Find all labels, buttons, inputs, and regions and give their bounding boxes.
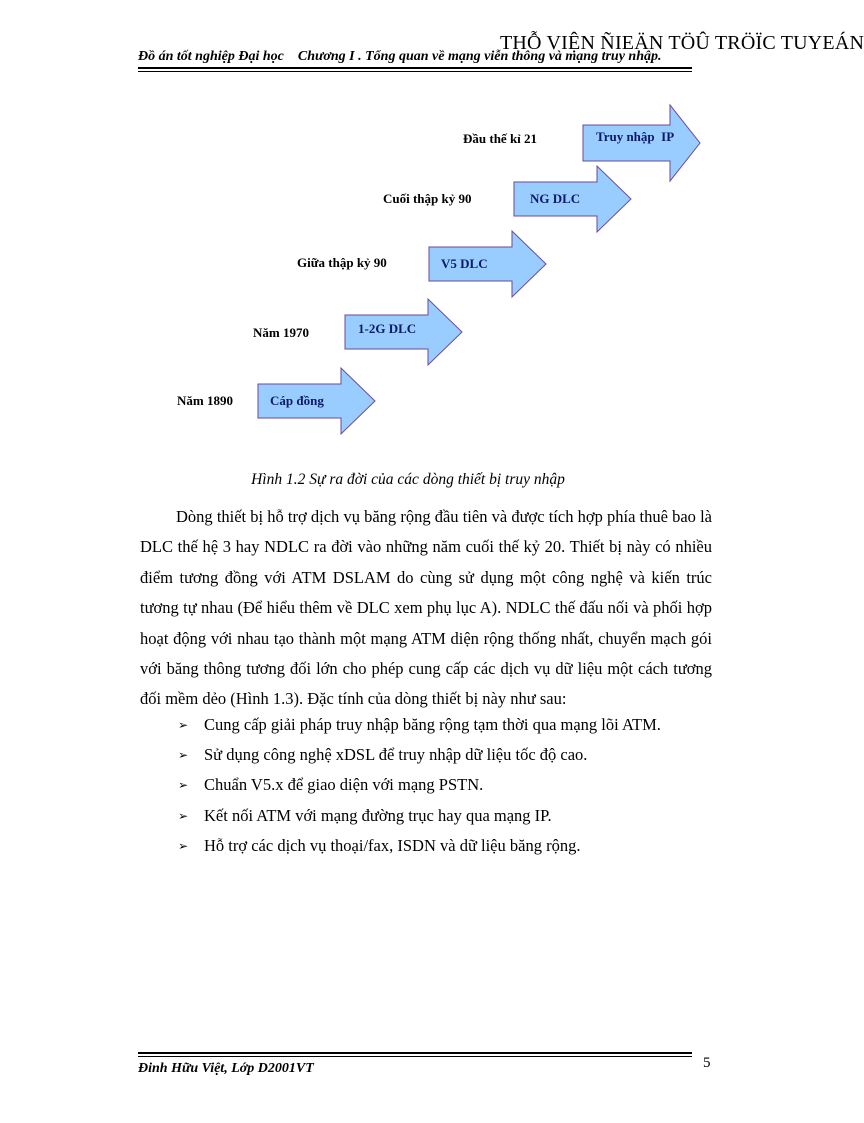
- thesis-title: Đồ án tốt nghiệp Đại học: [138, 49, 284, 64]
- list-item: [178, 710, 661, 740]
- arrow-label-ip-access: Truy nhập IP: [596, 129, 675, 144]
- header-rule-thin: [138, 71, 692, 72]
- arrow-label-ng-dlc: NG DLC: [530, 191, 581, 206]
- footer-author: Đinh Hữu Việt, Lớp D2001VT: [138, 1061, 314, 1076]
- era-label-1890: Năm 1890: [177, 393, 233, 408]
- feature-list: [178, 710, 661, 861]
- era-label-mid-90s: Giữa thập kỷ 90: [297, 255, 387, 270]
- arrow-bullet-icon: ➢: [178, 808, 189, 823]
- figure-caption: Hình 1.2 Sự ra đời của các dòng thiết bị truy nhập: [251, 471, 565, 488]
- footer-rule: [138, 1052, 692, 1054]
- list-item-text: Kết nối ATM với mạng đường trục hay qua mạng IP.: [204, 805, 552, 825]
- list-item-text: Cung cấp giải pháp truy nhập băng rộng tạm thời qua mạng lõi ATM.: [204, 715, 661, 734]
- arrow-bullet-icon: ➢: [178, 718, 189, 732]
- list-item: [178, 801, 661, 831]
- era-label-late-90s: Cuối thập kỷ 90: [383, 191, 472, 206]
- body-paragraph: Dòng thiết bị hỗ trợ dịch vụ băng rộng đầu tiên và được tích hợp phía thuê bao là DLC thế hệ 3 hay NDLC ra đời vào những năm cuối thế kỷ 20. Thiết bị này có nhiều điểm tương đồng với ATM DSLAM do cùng sử dụng một công nghệ và kiến trúc tương tự nhau (Để hiểu thêm về DLC xem phụ lục A). NDLC thế đấu nối và phối hợp hoạt động với nhau tạo thành một mạng ATM diện rộng thống nhất, chuyển mạch gói với băng thông tương đối lớn cho phép cung cấp các dịch vụ dữ liệu một cách tương đối mềm dẻo (Hình 1.3). Đặc tính của dòng thiết bị này như sau:: [140, 507, 712, 709]
- arrow-label-v5-dlc: V5 DLC: [441, 256, 488, 271]
- list-item-text: Chuẩn V5.x để giao diện với mạng PSTN.: [204, 775, 484, 795]
- watermark-text: THỖ VIỆN ÑIEÄN TÖÛ TRÖÏC TUYEÁN: [500, 32, 864, 54]
- era-label-1970: Năm 1970: [253, 325, 309, 340]
- arrow-bullet-icon: ➢: [178, 748, 189, 763]
- chapter-title: Chương I . Tổng quan về mạng viễn thông và mạng truy nhập.: [297, 49, 662, 64]
- header-rule: [138, 67, 692, 69]
- list-item-text: Sử dụng công nghệ xDSL để truy nhập dữ liệu tốc độ cao.: [204, 745, 588, 765]
- list-item-text: Hỗ trợ các dịch vụ thoại/fax, ISDN và dữ liệu băng rộng.: [204, 835, 581, 855]
- arrow-label-1-2g-dlc: 1-2G DLC: [358, 321, 417, 336]
- list-item: [178, 770, 661, 800]
- arrow-label-copper: Cáp đồng: [270, 393, 324, 408]
- list-item: [178, 740, 661, 770]
- arrow-bullet-icon: ➢: [178, 778, 189, 793]
- list-item: [178, 831, 661, 861]
- footer-rule-thin: [138, 1056, 692, 1057]
- arrow-bullet-icon: ➢: [178, 838, 189, 853]
- era-label-21st-century: Đầu thế kỉ 21: [463, 131, 538, 146]
- page-number: 5: [703, 1055, 711, 1071]
- page-header: [138, 49, 662, 65]
- body-paragraph-container: [140, 502, 712, 715]
